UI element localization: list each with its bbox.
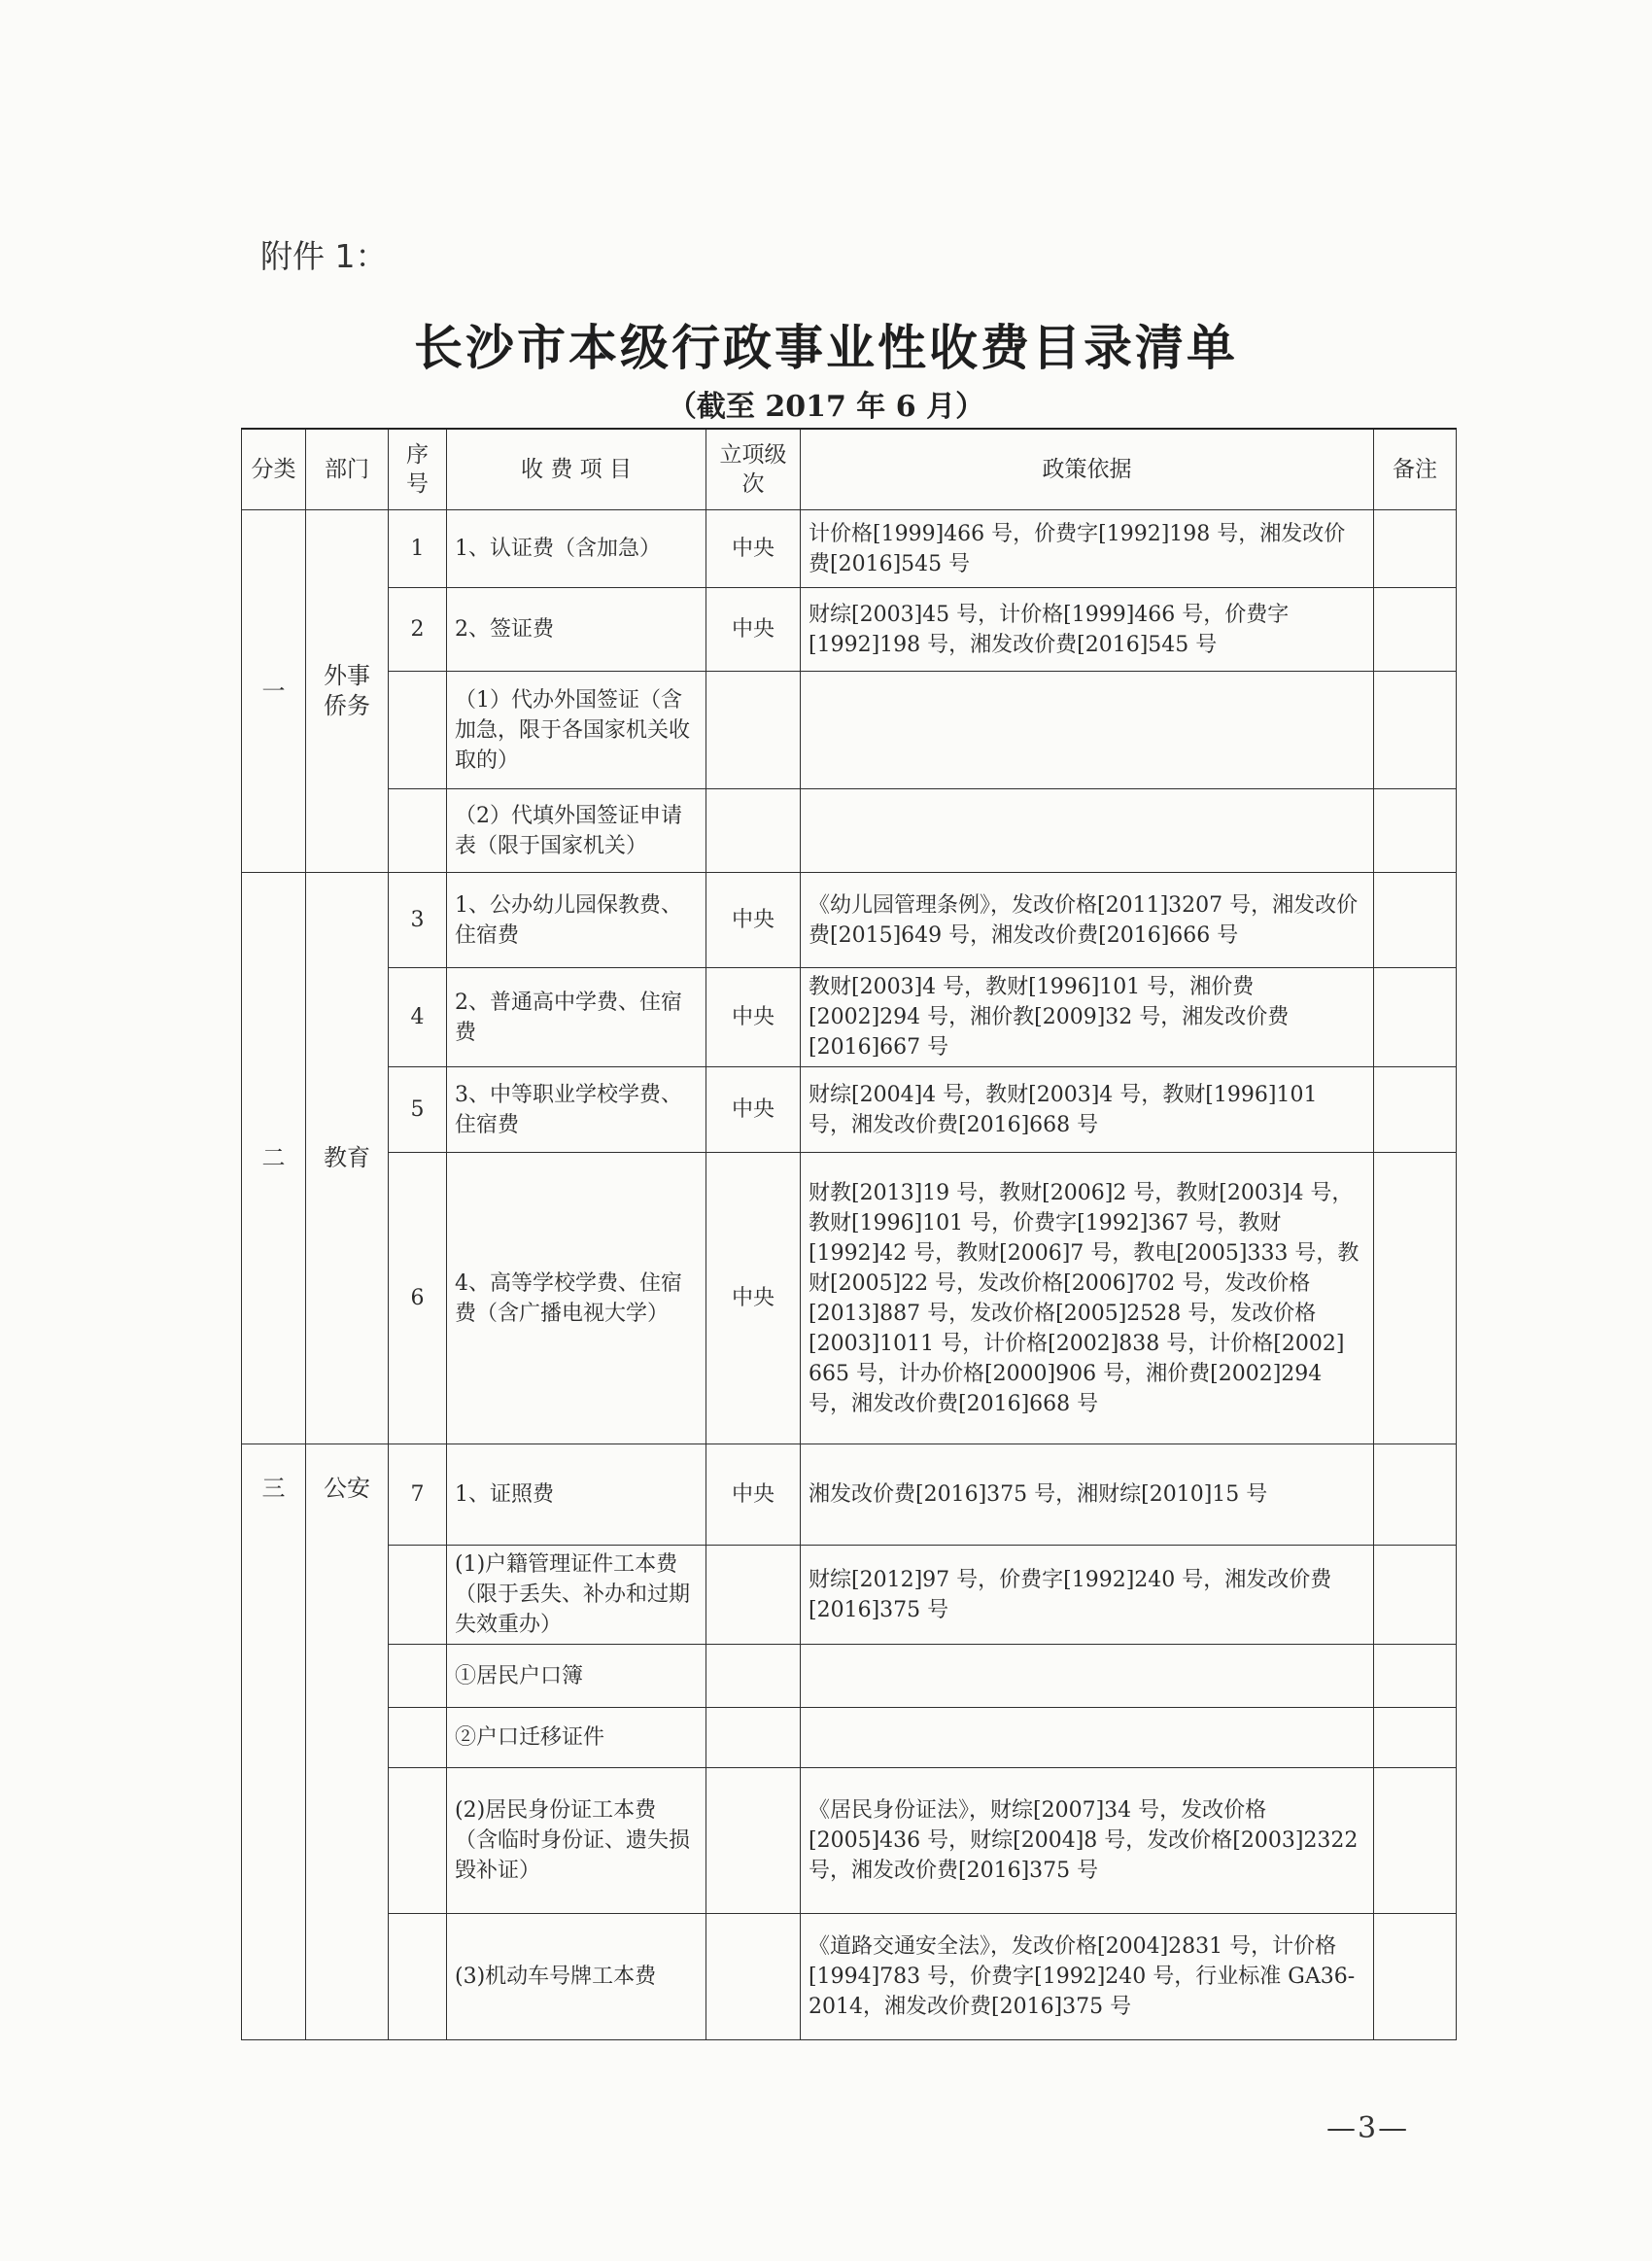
table-row: [242, 968, 1457, 1067]
remark-cell: [1374, 1153, 1457, 1444]
fee-item-cell: （2）代填外国签证申请表（限于国家机关）: [447, 789, 706, 873]
department-cell: 外事侨务: [306, 510, 389, 873]
fee-item-cell: 1、证照费: [447, 1444, 706, 1546]
table-row: [242, 1645, 1457, 1708]
policy-basis-cell: 教财[2003]4 号，教财[1996]101 号，湘价费[2002]294 号，湘价教[2009]32 号，湘发改价费[2016]667 号: [801, 968, 1374, 1067]
level-cell: [706, 1768, 801, 1914]
policy-basis-cell: [801, 1708, 1374, 1768]
fee-item-cell: 3、中等职业学校学费、住宿费: [447, 1067, 706, 1153]
policy-basis-cell: 《道路交通安全法》，发改价格[2004]2831 号，计价格[1994]783 号，价费字[1992]240 号，行业标准 GA36-2014，湘发改价费[2016]375 号: [801, 1914, 1374, 2040]
level-cell: [706, 1546, 801, 1645]
table-header-row: [242, 429, 1457, 510]
remark-cell: [1374, 968, 1457, 1067]
number-cell: 3: [389, 873, 447, 968]
remark-cell: [1374, 1645, 1457, 1708]
remark-cell: [1374, 1768, 1457, 1914]
table-row: [242, 588, 1457, 672]
level-cell: [706, 1914, 801, 2040]
policy-basis-cell: [801, 789, 1374, 873]
number-cell: 6: [389, 1153, 447, 1444]
fee-item-cell: ①居民户口簿: [447, 1645, 706, 1708]
table-row: [242, 1067, 1457, 1153]
number-cell: [389, 789, 447, 873]
fee-item-cell: 1、认证费（含加急）: [447, 510, 706, 588]
number-cell: 2: [389, 588, 447, 672]
policy-basis-cell: [801, 1645, 1374, 1708]
table-row: [242, 1708, 1457, 1768]
category-cell: 二: [242, 873, 306, 1444]
attachment-label: 附件 1：: [260, 237, 388, 275]
fee-item-cell: 4、高等学校学费、住宿费（含广播电视大学）: [447, 1153, 706, 1444]
level-cell: 中央: [706, 873, 801, 968]
fee-item-cell: （1）代办外国签证（含加急，限于各国家机关收取的）: [447, 672, 706, 789]
table-row: [242, 672, 1457, 789]
remark-cell: [1374, 1546, 1457, 1645]
table-row: [242, 1546, 1457, 1645]
column-header-category: 分类: [242, 429, 306, 510]
document-subtitle: （截至 2017 年 6 月）: [667, 390, 985, 424]
table-row: [242, 873, 1457, 968]
remark-cell: [1374, 1444, 1457, 1546]
policy-basis-cell: 《居民身份证法》，财综[2007]34 号，发改价格[2005]436 号，财综[2004]8 号，发改价格[2003]2322 号，湘发改价费[2016]375 号: [801, 1768, 1374, 1914]
table-row: [242, 510, 1457, 588]
page-number: —3—: [1326, 2111, 1410, 2145]
table-row: [242, 1444, 1457, 1546]
policy-basis-cell: 财综[2003]45 号，计价格[1999]466 号，价费字[1992]198 号，湘发改价费[2016]545 号: [801, 588, 1374, 672]
number-cell: [389, 672, 447, 789]
remark-cell: [1374, 789, 1457, 873]
fee-item-cell: 2、签证费: [447, 588, 706, 672]
level-cell: 中央: [706, 1153, 801, 1444]
fee-item-cell: (2)居民身份证工本费（含临时身份证、遗失损毁补证）: [447, 1768, 706, 1914]
number-cell: [389, 1546, 447, 1645]
number-cell: [389, 1914, 447, 2040]
fee-item-cell: 2、普通高中学费、住宿费: [447, 968, 706, 1067]
level-cell: 中央: [706, 588, 801, 672]
policy-basis-cell: 财综[2012]97 号，价费字[1992]240 号，湘发改价费[2016]375 号: [801, 1546, 1374, 1645]
table-row: [242, 789, 1457, 873]
number-cell: 1: [389, 510, 447, 588]
policy-basis-cell: 湘发改价费[2016]375 号，湘财综[2010]15 号: [801, 1444, 1374, 1546]
level-cell: 中央: [706, 968, 801, 1067]
column-header-number: 序号: [389, 429, 447, 510]
department-cell: 教育: [306, 873, 389, 1444]
fee-item-cell: ②户口迁移证件: [447, 1708, 706, 1768]
level-cell: [706, 789, 801, 873]
remark-cell: [1374, 1914, 1457, 2040]
level-cell: 中央: [706, 1444, 801, 1546]
number-cell: 5: [389, 1067, 447, 1153]
category-cell: 一: [242, 510, 306, 873]
remark-cell: [1374, 510, 1457, 588]
column-header-fee-item: 收 费 项 目: [447, 429, 706, 510]
remark-cell: [1374, 1067, 1457, 1153]
number-cell: 4: [389, 968, 447, 1067]
level-cell: 中央: [706, 1067, 801, 1153]
table-row: [242, 1153, 1457, 1444]
fee-item-cell: (1)户籍管理证件工本费（限于丢失、补办和过期失效重办）: [447, 1546, 706, 1645]
level-cell: [706, 672, 801, 789]
number-cell: [389, 1645, 447, 1708]
category-cell: 三: [242, 1444, 306, 2040]
level-cell: 中央: [706, 510, 801, 588]
column-header-policy-basis: 政策依据: [801, 429, 1374, 510]
fee-item-cell: (3)机动车号牌工本费: [447, 1914, 706, 2040]
number-cell: [389, 1768, 447, 1914]
table-row: [242, 1768, 1457, 1914]
column-header-department: 部门: [306, 429, 389, 510]
number-cell: 7: [389, 1444, 447, 1546]
column-header-level: 立项级次: [706, 429, 801, 510]
policy-basis-cell: 计价格[1999]466 号，价费字[1992]198 号，湘发改价费[2016]545 号: [801, 510, 1374, 588]
remark-cell: [1374, 672, 1457, 789]
fee-table: [241, 428, 1457, 2040]
policy-basis-cell: 财教[2013]19 号，教财[2006]2 号，教财[2003]4 号，教财[1996]101 号，价费字[1992]367 号，教财[1992]42 号，教财[2006]7 号，教电[2005]333 号，教财[2005]22 号，发改价格[2006]702 号，发改价格[2013]887 号，发改价格[2005]2528 号，发改价格[2003]1011 号，计价格[2002]838 号，计价格[2002] 665 号，计办价格[2000]906 号，湘价费[2002]294 号，湘发改价费[2016]668 号: [801, 1153, 1374, 1444]
policy-basis-cell: 《幼儿园管理条例》，发改价格[2011]3207 号，湘发改价费[2015]649 号，湘发改价费[2016]666 号: [801, 873, 1374, 968]
remark-cell: [1374, 588, 1457, 672]
document-title: 长沙市本级行政事业性收费目录清单: [414, 320, 1238, 376]
column-header-remark: 备注: [1374, 429, 1457, 510]
level-cell: [706, 1708, 801, 1768]
remark-cell: [1374, 873, 1457, 968]
number-cell: [389, 1708, 447, 1768]
table-row: [242, 1914, 1457, 2040]
fee-item-cell: 1、公办幼儿园保教费、住宿费: [447, 873, 706, 968]
policy-basis-cell: 财综[2004]4 号，教财[2003]4 号，教财[1996]101 号，湘发改价费[2016]668 号: [801, 1067, 1374, 1153]
remark-cell: [1374, 1708, 1457, 1768]
level-cell: [706, 1645, 801, 1708]
department-cell: 公安: [306, 1444, 389, 2040]
policy-basis-cell: [801, 672, 1374, 789]
